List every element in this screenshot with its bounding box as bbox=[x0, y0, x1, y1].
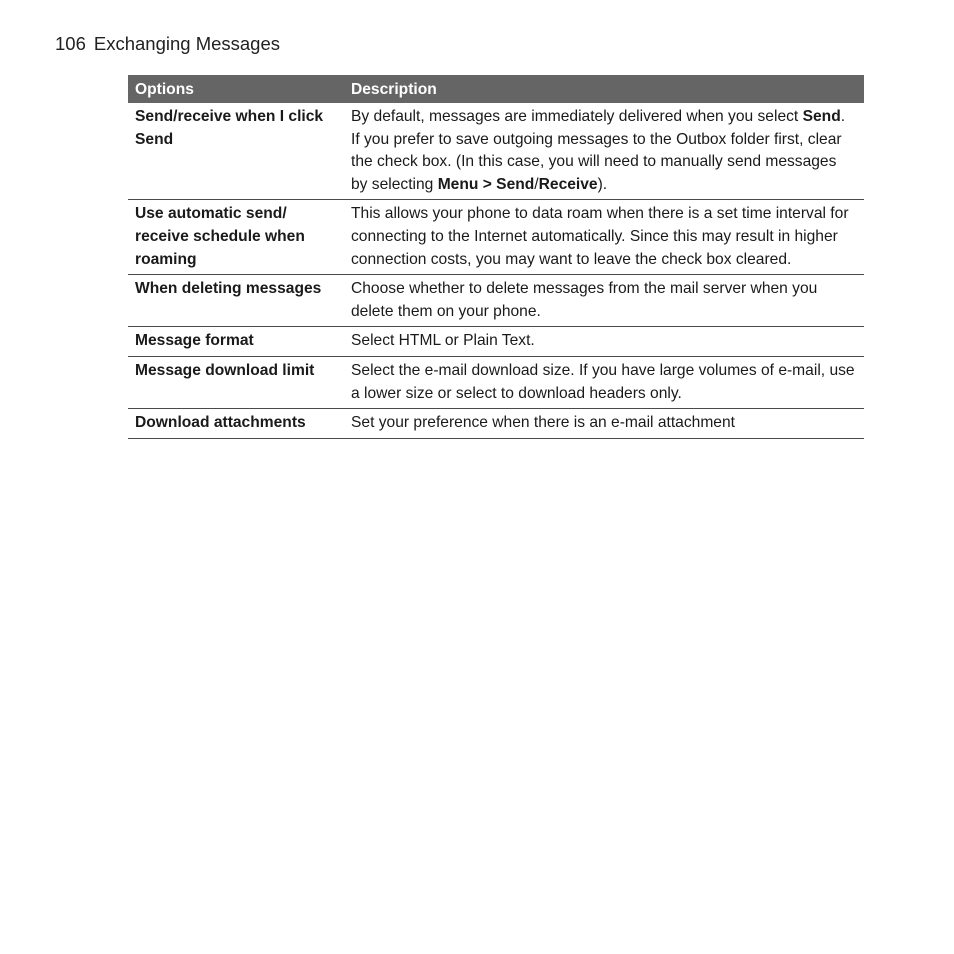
option-name: Send/receive when I click Send bbox=[128, 103, 344, 200]
option-description bbox=[344, 200, 864, 275]
option-name: Use automatic send/ receive schedule when roaming bbox=[128, 200, 344, 275]
description-text: This allows your phone to data roam when there is a set time interval for connecting to the Internet automatically. Since this may result in higher connection costs, you may want to leave the check box cleared. bbox=[351, 205, 849, 268]
table-row bbox=[128, 409, 864, 439]
description-emphasis: Receive bbox=[538, 175, 598, 193]
description-text: Choose whether to delete messages from the mail server when you delete them on your phone. bbox=[351, 280, 818, 320]
description-text: / bbox=[534, 175, 539, 193]
table-body bbox=[128, 103, 864, 438]
column-header-options: Options bbox=[128, 75, 344, 103]
description-emphasis: Menu > Send bbox=[437, 175, 535, 193]
description-text: Select the e-mail download size. If you have large volumes of e-mail, use a lower size or select to download headers only. bbox=[351, 361, 855, 402]
description-text: ). bbox=[597, 175, 608, 193]
section-title: Exchanging Messages bbox=[93, 33, 281, 54]
option-name: Message download limit bbox=[128, 356, 344, 408]
description-text: Set your preference when there is an e-mail attachment bbox=[351, 414, 735, 432]
table-row bbox=[128, 275, 864, 327]
option-name: Message format bbox=[128, 327, 344, 357]
option-description bbox=[344, 409, 864, 439]
table-header-row bbox=[128, 75, 864, 103]
running-header bbox=[55, 33, 280, 55]
option-description bbox=[344, 103, 864, 200]
option-name: Download attachments bbox=[128, 409, 344, 439]
table-row bbox=[128, 356, 864, 408]
option-description bbox=[344, 356, 864, 408]
table-row bbox=[128, 327, 864, 357]
options-table bbox=[128, 75, 864, 439]
table-row bbox=[128, 103, 864, 200]
description-text: Select HTML or Plain Text. bbox=[351, 332, 535, 350]
description-text: . If you prefer to save outgoing messages to the Outbox folder first, clear the check box. (In this case, you will need to manually send messages by selecting bbox=[351, 108, 846, 193]
table-row bbox=[128, 200, 864, 275]
option-description bbox=[344, 275, 864, 327]
option-name: When deleting messages bbox=[128, 275, 344, 327]
description-emphasis: Send bbox=[802, 108, 841, 125]
option-description bbox=[344, 327, 864, 357]
page-number: 106 bbox=[55, 33, 86, 54]
description-text: By default, messages are immediately delivered when you select bbox=[351, 108, 803, 125]
column-header-description: Description bbox=[344, 75, 864, 103]
